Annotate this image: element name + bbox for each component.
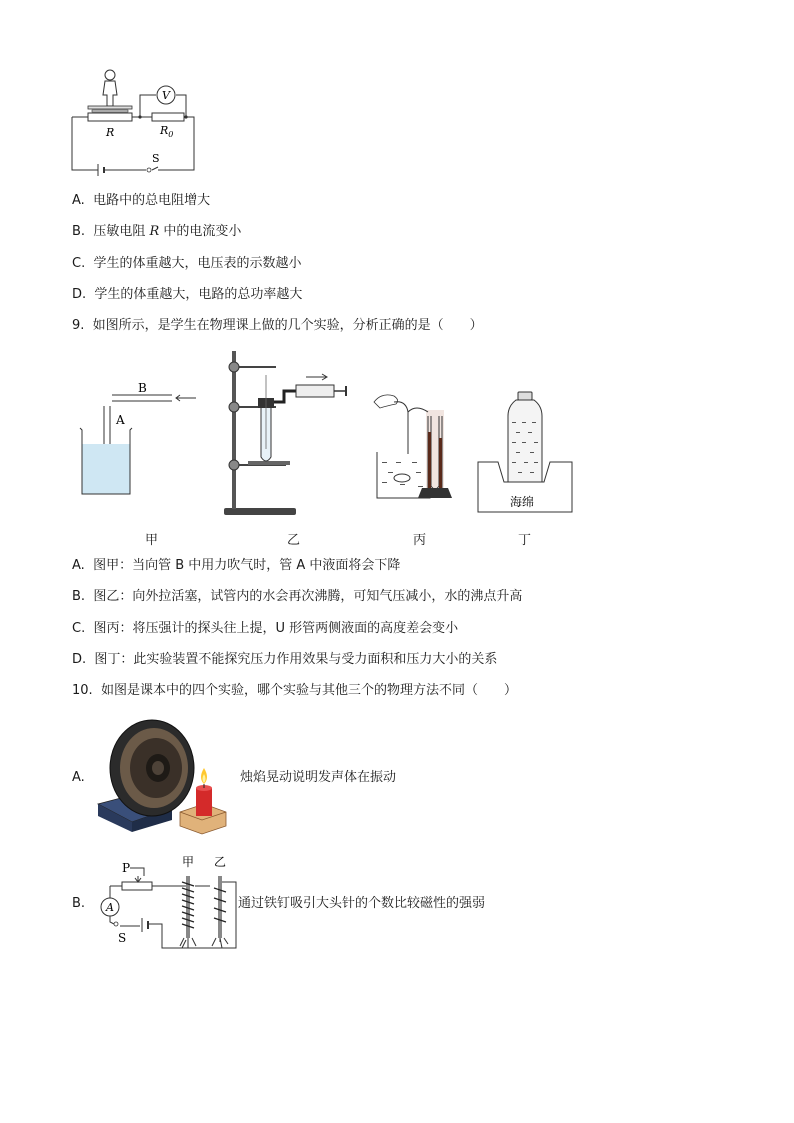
sponge-label: 海绵 [510,495,535,509]
resistor-r0 [152,113,184,121]
q10-option-b-text: 通过铁钉吸引大头针的个数比较磁性的强弱 [238,896,486,911]
electromagnet-yi [212,876,228,948]
q10-stem: 10. 如图是课本中的四个实验，哪个实验与其他三个的物理方法不同（ ） [72,683,517,698]
bottle-icon [508,392,542,482]
resistor-r [88,113,132,121]
stand-base [224,508,296,515]
q9-figure-yi [214,345,354,520]
stand-rod [232,351,236,509]
q10-option-a-letter: A. [72,770,85,785]
battery-icon [98,164,104,176]
q10-option-a-text: 烛焰晃动说明发声体在振动 [240,770,397,785]
scale-plate-base [92,110,128,112]
voltmeter-label: V [162,89,170,102]
nail-jia-label: 甲 [182,855,195,869]
tube-a-label: A [116,413,125,427]
q8-circuit-diagram [66,66,206,176]
hand-icon [374,395,398,408]
ammeter-label: A [106,901,114,914]
q9-caption-yi: 乙 [287,533,301,548]
nail-yi-label: 乙 [214,855,227,869]
q9-figure-bing [372,388,452,503]
resistor-r0-label: $R_0$ [160,124,174,139]
tube-b-label: B [138,381,147,395]
beaker-water [82,444,130,494]
scale-plate [88,106,132,109]
candle-icon [196,768,212,816]
resistor-r-label: R [106,126,115,139]
q8-option-c: C. 学生的体重越大，电压表的示数越小 [72,256,302,271]
q9-option-d: D. 图丁：此实验装置不能探究压力作用效果与受力面积和压力大小的关系 [72,652,498,667]
q9-option-a: A. 图甲：当向管 B 中用力吹气时，管 A 中液面将会下降 [72,558,401,573]
q9-figure-jia [76,380,206,500]
q8-option-b: B. 压敏电阻 R 中的电流变小 [72,224,242,239]
q9-caption-ding: 丁 [518,533,532,548]
q10-option-b-letter: B. [72,896,86,911]
q8-option-d: D. 学生的体重越大，电路的总功率越大 [72,287,303,302]
battery-b-icon [142,918,148,932]
speaker-icon [110,720,194,816]
switch-b-label: S [118,931,127,945]
switch-b-icon [114,922,118,926]
q9-option-c: C. 图丙：将压强计的探头往上提，U 形管两侧液面的高度差会变小 [72,621,459,636]
q10-speaker-candle-photo [96,712,236,838]
student-figure [103,70,117,106]
q9-caption-bing: 丙 [413,533,427,548]
q9-option-b: B. 图乙：向外拉活塞，试管内的水会再次沸腾，可知气压减小，水的沸点升高 [72,589,523,604]
q8-option-a: A. 电路中的总电阻增大 [72,193,211,208]
switch-icon [147,168,151,172]
q9-caption-jia: 甲 [145,533,159,548]
q9-stem: 9. 如图所示，是学生在物理课上做的几个实验，分析正确的是（ ） [72,318,483,333]
syringe-icon [296,385,334,397]
rheostat-icon [122,882,152,890]
switch-label: S [152,152,160,165]
q10-electromagnet-diagram [90,852,240,952]
rheostat-p-label: P [122,861,131,875]
q9-figure-ding [476,386,576,516]
electromagnet-jia [180,876,196,948]
